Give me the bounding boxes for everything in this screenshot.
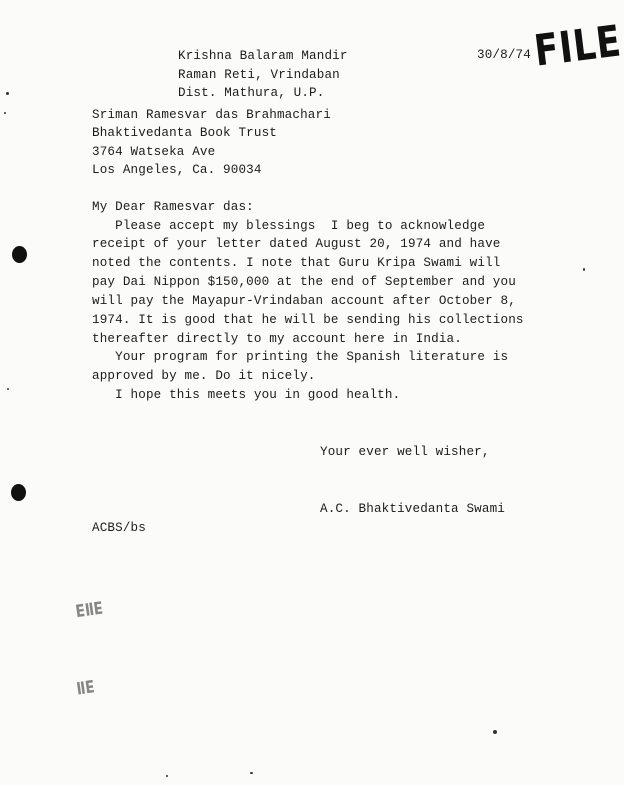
recipient-line-3: 3764 Watseka Ave [92,145,216,159]
ink-speck-icon [7,388,9,390]
ink-speck-icon [493,730,497,734]
bleed-through-mark-icon: ƎⅡ [74,674,96,698]
sender-address-line-2: Raman Reti, Vrindaban [178,68,340,82]
bleed-through-mark-icon: ƎⅡ∃ [74,596,105,620]
body-line: Your program for printing the Spanish literature is [92,350,509,364]
initials: ACBS/bs [92,521,146,535]
body-line: thereafter directly to my account here in India. [92,332,462,346]
ink-speck-icon [583,268,585,271]
sender-address-line-3: Dist. Mathura, U.P. [178,86,325,100]
recipient-line-4: Los Angeles, Ca. 90034 [92,163,262,177]
body-line: noted the contents. I note that Guru Kripa Swami will [92,256,501,270]
body-line: Please accept my blessings I beg to acknowledge [92,219,486,233]
ink-speck-icon [166,775,168,777]
body-line: approved by me. Do it nicely. [92,369,316,383]
signature: A.C. Bhaktivedanta Swami [320,502,505,516]
ink-speck-icon [4,112,6,114]
body-line: receipt of your letter dated August 20, 1974 and have [92,237,501,251]
closing: Your ever well wisher, [320,445,490,459]
ink-speck-icon [250,772,253,774]
recipient-line-1: Sriman Ramesvar das Brahmachari [92,108,331,122]
salutation: My Dear Ramesvar das: [92,200,254,214]
sender-address-line-1: Krishna Balaram Mandir [178,49,348,63]
ink-speck-icon [6,92,9,95]
punch-hole-icon [12,246,27,263]
recipient-line-2: Bhaktivedanta Book Trust [92,126,277,140]
body-line: pay Dai Nippon $150,000 at the end of September and you [92,275,516,289]
letter-date: 30/8/74 [477,48,531,62]
punch-hole-icon [11,484,26,501]
body-line: will pay the Mayapur-Vrindaban account after October 8, [92,294,516,308]
body-line: 1974. It is good that he will be sending his collections [92,313,524,327]
body-line: I hope this meets you in good health. [92,388,401,402]
file-stamp: FILE [531,16,624,77]
